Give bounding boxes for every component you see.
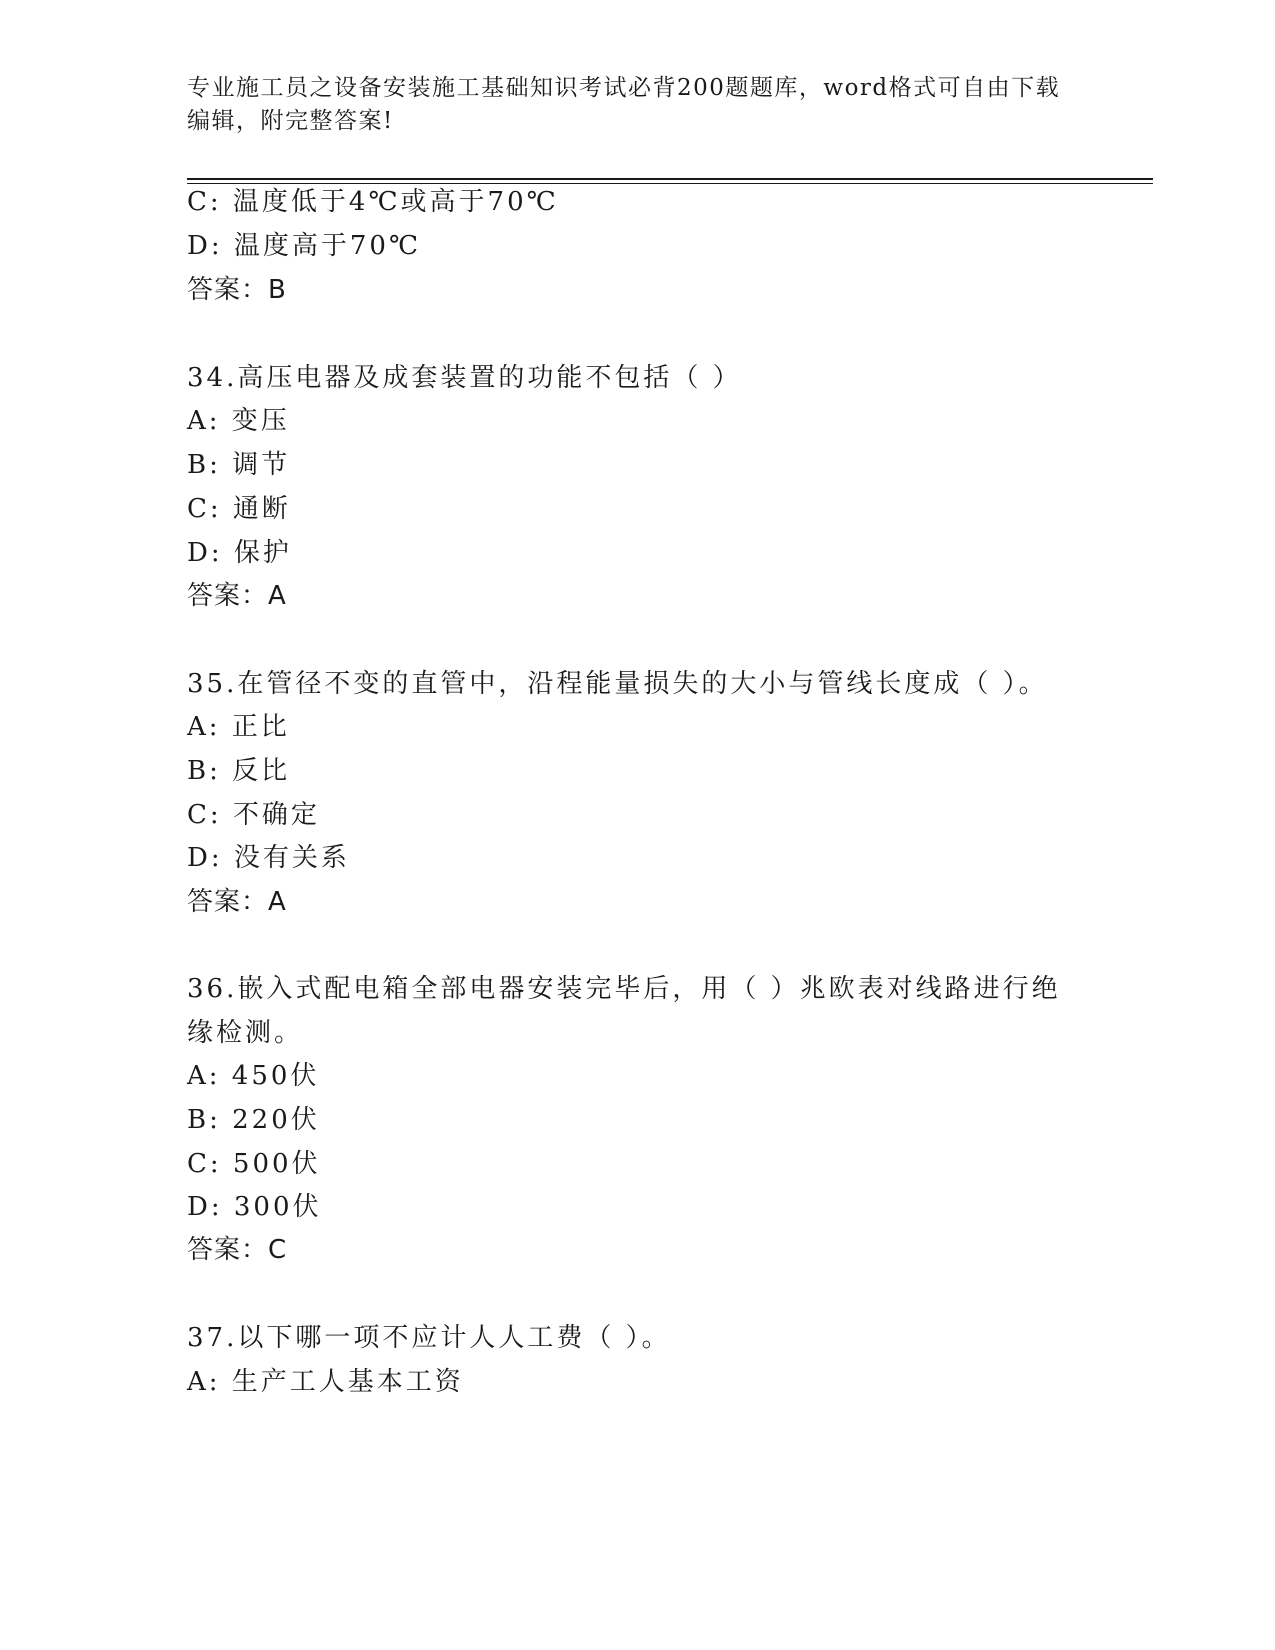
answer-line: 答案：C (187, 1235, 288, 1265)
header-divider-thin (187, 183, 1153, 184)
option-line: B: 调节 (187, 450, 291, 480)
option-line: B: 220伏 (187, 1105, 320, 1135)
header-divider-thick (187, 178, 1153, 180)
question-line: 37.以下哪一项不应计人人工费（ ）。 (187, 1323, 671, 1353)
header-title-line1: 专业施工员之设备安装施工基础知识考试必背200题题库，word格式可自由下载 (187, 75, 1061, 101)
answer-line: 答案：B (187, 275, 287, 305)
option-line: A: 正比 (187, 712, 290, 742)
question-line: 34.高压电器及成套装置的功能不包括（ ） (187, 363, 742, 393)
answer-line: 答案：A (187, 581, 287, 611)
option-line: C: 温度低于4℃或高于70℃ (187, 187, 559, 217)
question-line: 36.嵌入式配电箱全部电器安装完毕后，用（ ）兆欧表对线路进行绝 (187, 974, 1061, 1004)
option-line: D: 没有关系 (187, 843, 350, 873)
question-line-continued: 缘检测。 (187, 1018, 304, 1048)
header-title-line2: 编辑，附完整答案! (187, 108, 394, 134)
option-line: A: 450伏 (187, 1061, 320, 1091)
answer-line: 答案：A (187, 887, 287, 917)
option-line: C: 通断 (187, 494, 291, 524)
option-line: D: 300伏 (187, 1192, 322, 1222)
document-header (187, 72, 1087, 138)
option-line: C: 不确定 (187, 800, 320, 830)
option-line: B: 反比 (187, 756, 291, 786)
option-line: A: 生产工人基本工资 (187, 1367, 464, 1397)
option-line: D: 保护 (187, 538, 292, 568)
option-line: D: 温度高于70℃ (187, 231, 422, 261)
question-line: 35.在管径不变的直管中，沿程能量损失的大小与管线长度成（ ）。 (187, 669, 1048, 699)
option-line: A: 变压 (187, 406, 290, 436)
option-line: C: 500伏 (187, 1149, 321, 1179)
